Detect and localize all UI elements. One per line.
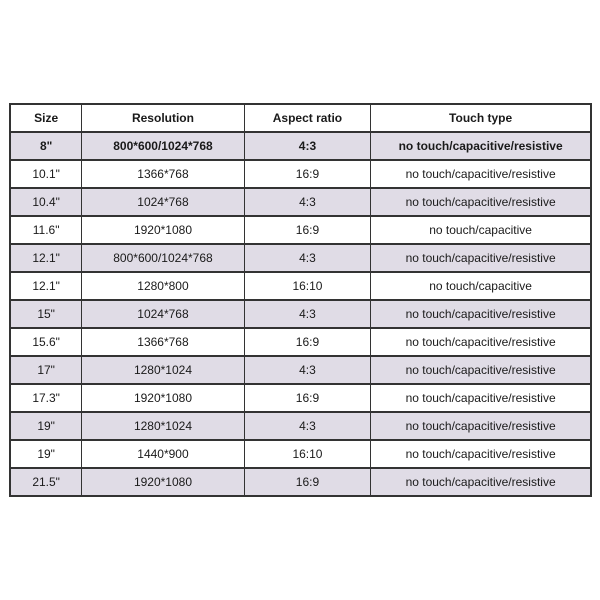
- resolution-cell: 1366*768: [82, 328, 244, 356]
- size-cell: 19": [10, 412, 82, 440]
- resolution-cell: 1366*768: [82, 160, 244, 188]
- touch-type-cell: no touch/capacitive/resistive: [371, 132, 591, 160]
- table-row: [10, 384, 591, 412]
- touch-type-cell: no touch/capacitive: [371, 216, 591, 244]
- resolution-cell: 1024*768: [82, 300, 244, 328]
- size-cell: 19": [10, 440, 82, 468]
- aspect-ratio-cell: 16:9: [244, 160, 371, 188]
- aspect-ratio-cell: 16:9: [244, 328, 371, 356]
- table-row: [10, 132, 591, 160]
- column-header-aspect-ratio: Aspect ratio: [244, 104, 371, 132]
- size-cell: 15": [10, 300, 82, 328]
- aspect-ratio-cell: 16:9: [244, 468, 371, 496]
- resolution-cell: 1280*1024: [82, 356, 244, 384]
- touch-type-cell: no touch/capacitive/resistive: [371, 356, 591, 384]
- touch-type-cell: no touch/capacitive: [371, 272, 591, 300]
- touch-type-cell: no touch/capacitive/resistive: [371, 412, 591, 440]
- size-cell: 21.5": [10, 468, 82, 496]
- size-cell: 11.6": [10, 216, 82, 244]
- aspect-ratio-cell: 16:9: [244, 384, 371, 412]
- resolution-cell: 1280*1024: [82, 412, 244, 440]
- size-cell: 10.4": [10, 188, 82, 216]
- touch-type-cell: no touch/capacitive/resistive: [371, 300, 591, 328]
- resolution-cell: 1920*1080: [82, 468, 244, 496]
- table-row: [10, 440, 591, 468]
- resolution-cell: 800*600/1024*768: [82, 132, 244, 160]
- aspect-ratio-cell: 4:3: [244, 412, 371, 440]
- aspect-ratio-cell: 16:9: [244, 216, 371, 244]
- size-cell: 17.3": [10, 384, 82, 412]
- size-cell: 17": [10, 356, 82, 384]
- spec-table-container: [9, 103, 592, 497]
- touch-type-cell: no touch/capacitive/resistive: [371, 328, 591, 356]
- size-cell: 15.6": [10, 328, 82, 356]
- resolution-cell: 1440*900: [82, 440, 244, 468]
- resolution-cell: 1024*768: [82, 188, 244, 216]
- touch-type-cell: no touch/capacitive/resistive: [371, 384, 591, 412]
- resolution-cell: 1280*800: [82, 272, 244, 300]
- aspect-ratio-cell: 4:3: [244, 244, 371, 272]
- aspect-ratio-cell: 4:3: [244, 300, 371, 328]
- column-header-size: Size: [10, 104, 82, 132]
- table-row: [10, 412, 591, 440]
- touch-type-cell: no touch/capacitive/resistive: [371, 440, 591, 468]
- table-row: [10, 468, 591, 496]
- aspect-ratio-cell: 16:10: [244, 272, 371, 300]
- table-row: [10, 356, 591, 384]
- table-row: [10, 328, 591, 356]
- touch-type-cell: no touch/capacitive/resistive: [371, 188, 591, 216]
- touch-type-cell: no touch/capacitive/resistive: [371, 160, 591, 188]
- table-row: [10, 244, 591, 272]
- resolution-cell: 1920*1080: [82, 216, 244, 244]
- table-row: [10, 188, 591, 216]
- column-header-touch-type: Touch type: [371, 104, 591, 132]
- aspect-ratio-cell: 4:3: [244, 356, 371, 384]
- table-row: [10, 300, 591, 328]
- table-row: [10, 160, 591, 188]
- resolution-cell: 800*600/1024*768: [82, 244, 244, 272]
- table-row: [10, 272, 591, 300]
- resolution-cell: 1920*1080: [82, 384, 244, 412]
- touch-type-cell: no touch/capacitive/resistive: [371, 244, 591, 272]
- size-cell: 12.1": [10, 244, 82, 272]
- aspect-ratio-cell: 4:3: [244, 132, 371, 160]
- display-spec-table: [9, 103, 592, 497]
- column-header-resolution: Resolution: [82, 104, 244, 132]
- header-row: [10, 104, 591, 132]
- touch-type-cell: no touch/capacitive/resistive: [371, 468, 591, 496]
- size-cell: 8": [10, 132, 82, 160]
- table-row: [10, 216, 591, 244]
- size-cell: 10.1": [10, 160, 82, 188]
- size-cell: 12.1": [10, 272, 82, 300]
- aspect-ratio-cell: 4:3: [244, 188, 371, 216]
- aspect-ratio-cell: 16:10: [244, 440, 371, 468]
